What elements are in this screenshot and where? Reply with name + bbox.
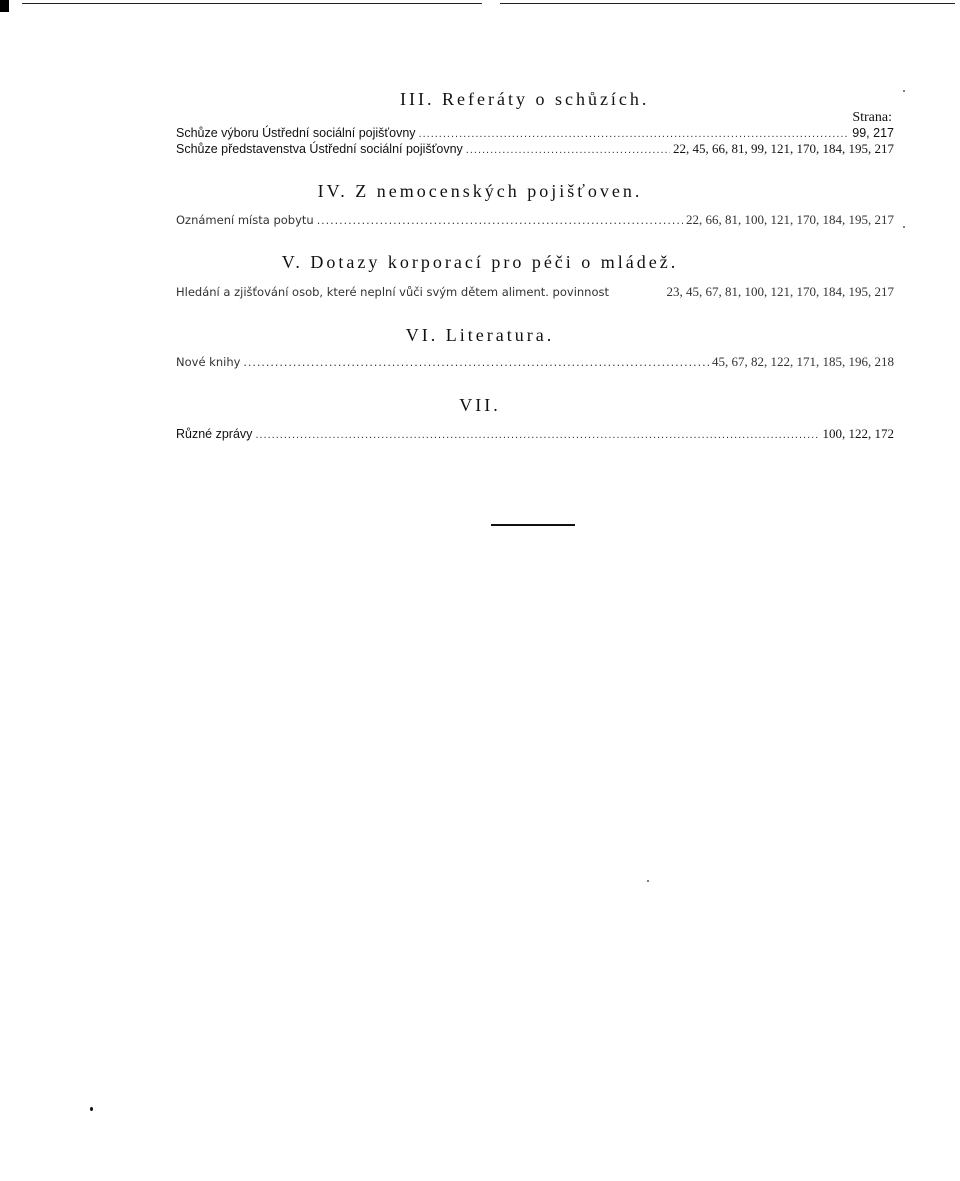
section-heading-iii: III. Referáty o schůzích. bbox=[400, 89, 650, 109]
toc-entry bbox=[176, 141, 894, 158]
dot-leader bbox=[243, 355, 709, 371]
section-heading-vii: VII. bbox=[459, 395, 501, 415]
section-heading-iv: IV. Z nemocenských pojišťoven. bbox=[317, 181, 643, 201]
entry-pages: 99, 217 bbox=[852, 126, 894, 140]
toc-entry bbox=[176, 354, 894, 371]
scan-speck bbox=[903, 226, 905, 228]
dot-leader bbox=[466, 142, 670, 158]
entry-label: Hledání a zjišťování osob, které neplní vůči svým dětem aliment. povinnost bbox=[176, 285, 610, 299]
page-column-label: Strana: bbox=[852, 110, 892, 125]
scan-speck bbox=[647, 880, 649, 882]
dot-leader bbox=[419, 126, 850, 142]
corner-mark bbox=[0, 0, 9, 12]
section-heading-v: V. Dotazy korporací pro péči o mládež. bbox=[281, 252, 679, 272]
dot-leader bbox=[255, 427, 819, 443]
entry-pages: 22, 45, 66, 81, 99, 121, 170, 184, 195, 217 bbox=[673, 141, 894, 156]
top-rule bbox=[22, 3, 482, 4]
entry-label: Oznámení místa pobytu bbox=[176, 213, 314, 227]
end-rule bbox=[491, 524, 575, 526]
section-heading-vi: VI. Literatura. bbox=[405, 325, 555, 345]
scan-speck bbox=[90, 1107, 93, 1111]
toc-entry bbox=[176, 284, 894, 300]
entry-label: Různé zprávy bbox=[176, 427, 253, 441]
top-rule bbox=[500, 3, 955, 4]
entry-label: Nové knihy bbox=[176, 355, 241, 369]
entry-pages: 23, 45, 67, 81, 100, 121, 170, 184, 195, 217 bbox=[666, 284, 894, 299]
entry-pages: 22, 66, 81, 100, 121, 170, 184, 195, 217 bbox=[686, 212, 894, 227]
entry-pages: 100, 122, 172 bbox=[822, 426, 894, 441]
toc-entry bbox=[176, 426, 894, 443]
dot-leader bbox=[317, 213, 683, 229]
toc-entry bbox=[176, 212, 894, 229]
scan-speck bbox=[903, 90, 905, 92]
entry-label: Schůze představenstva Ústřední sociální pojišťovny bbox=[176, 142, 463, 156]
entry-label: Schůze výboru Ústřední sociální pojišťovny bbox=[176, 126, 416, 140]
toc-entry bbox=[176, 125, 894, 142]
entry-pages: 45, 67, 82, 122, 171, 185, 196, 218 bbox=[712, 354, 894, 369]
